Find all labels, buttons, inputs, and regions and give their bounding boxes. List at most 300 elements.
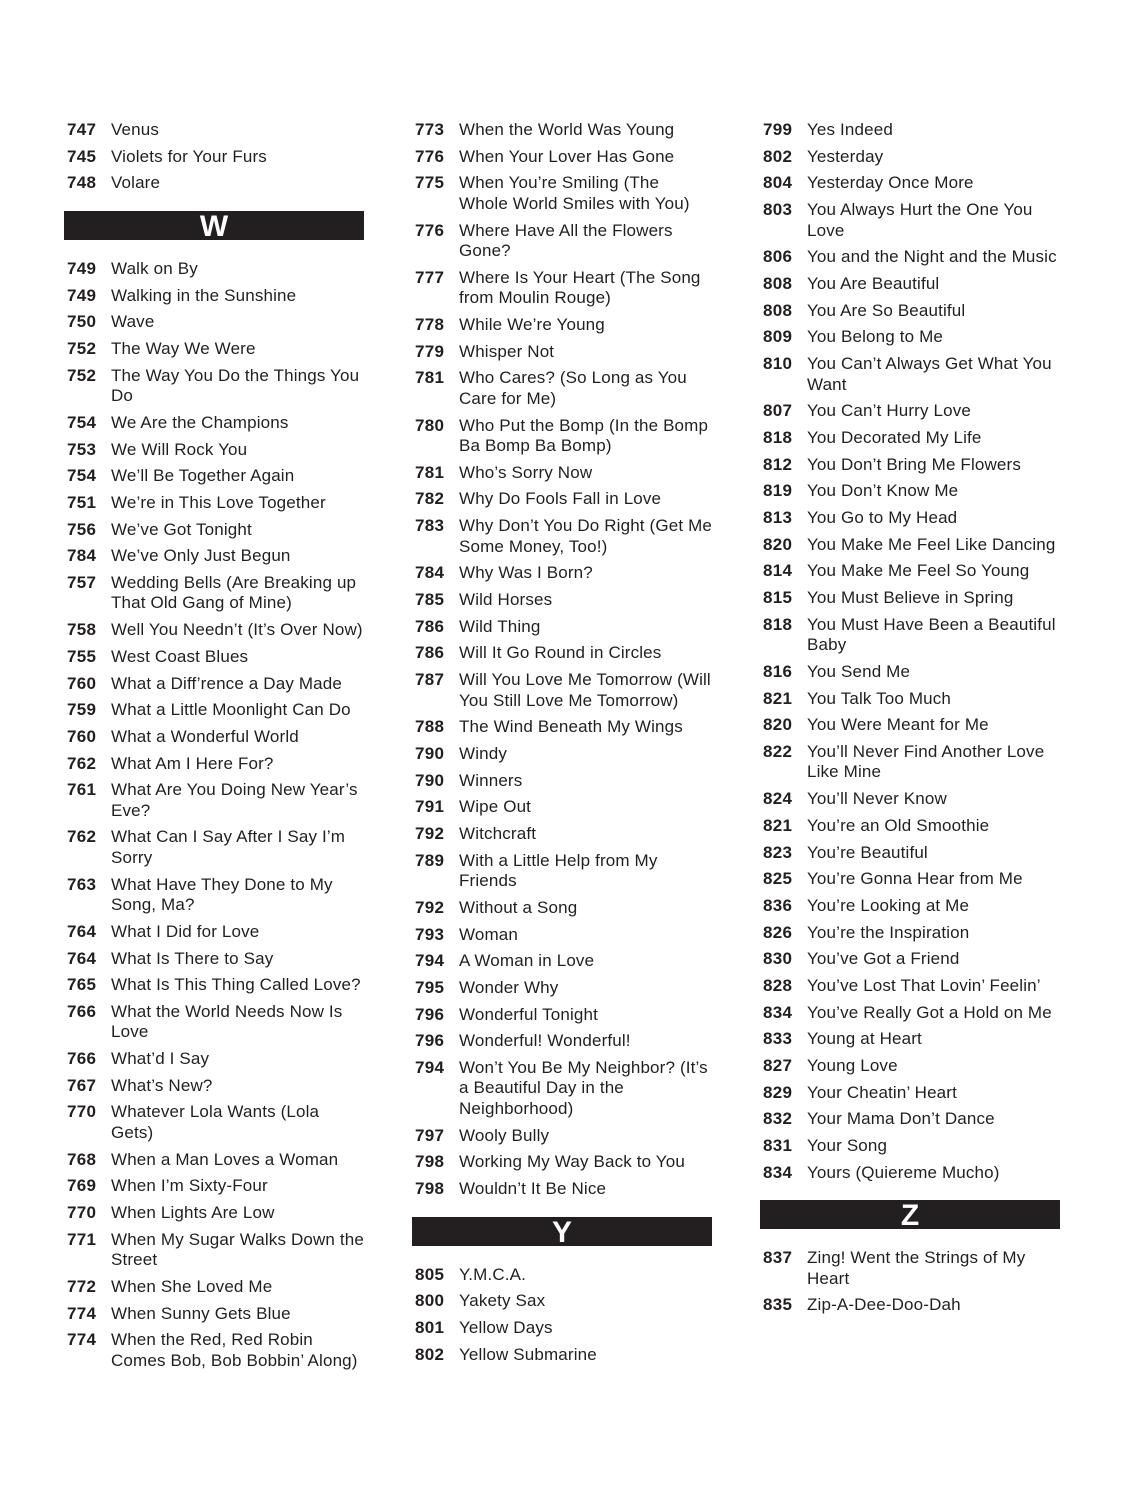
page-number: 799	[763, 120, 793, 139]
song-title: When You’re Smiling (The Whole World Smiles with You)	[459, 173, 690, 213]
index-entry	[760, 1163, 1060, 1184]
song-title: West Coast Blues	[111, 646, 249, 666]
index-entry	[64, 1102, 364, 1143]
song-title: We’re in This Love Together	[111, 492, 326, 512]
song-title: You Are So Beautiful	[807, 300, 966, 320]
index-entry	[64, 700, 364, 721]
song-title: What’d I Say	[111, 1049, 210, 1069]
index-entry	[412, 617, 712, 638]
index-entry	[64, 827, 364, 868]
song-title: Zip-A-Dee-Doo-Dah	[807, 1295, 961, 1315]
song-title: When a Man Loves a Woman	[111, 1149, 339, 1169]
page-number: 837	[763, 1248, 793, 1268]
index-entry	[412, 221, 712, 262]
index-entry	[412, 516, 712, 557]
song-title: You Talk Too Much	[807, 688, 952, 708]
page-number: 762	[67, 827, 97, 847]
index-entry	[760, 354, 1060, 395]
index-entry	[64, 674, 364, 695]
index-entry	[64, 466, 364, 487]
page-number: 768	[67, 1149, 97, 1169]
index-entry	[64, 620, 364, 641]
index-entry	[64, 573, 364, 614]
page-number: 762	[67, 753, 97, 773]
page-number: 757	[67, 572, 97, 592]
song-title: Yellow Days	[459, 1317, 553, 1337]
page-number: 810	[763, 354, 793, 373]
index-entry	[64, 1049, 364, 1070]
index-column-2	[412, 120, 712, 1371]
song-title: Your Mama Don’t Dance	[807, 1109, 995, 1129]
song-title: What Am I Here For?	[111, 753, 274, 773]
song-title: You Don’t Know Me	[807, 481, 959, 501]
song-title: What Is This Thing Called Love?	[111, 975, 361, 995]
song-title: We’ve Got Tonight	[111, 519, 252, 539]
page-number: 784	[415, 563, 445, 583]
song-title: When the Red, Red Robin Comes Bob, Bob Bobbin’ Along)	[111, 1330, 358, 1370]
page-number: 834	[763, 1002, 793, 1022]
index-entry	[760, 1003, 1060, 1024]
song-title: What Have They Done to My Song, Ma?	[111, 874, 333, 915]
page-number: 786	[415, 643, 445, 663]
page-number: 826	[763, 922, 793, 942]
page-number: 825	[763, 869, 793, 889]
index-entry	[64, 1176, 364, 1197]
page-number: 807	[763, 401, 793, 421]
song-title: Wild Horses	[459, 589, 553, 609]
index-entry	[64, 120, 364, 141]
index-column-1	[64, 120, 364, 1377]
song-title: Windy	[459, 743, 507, 763]
song-title: Wave	[111, 312, 155, 332]
song-title: You Must Have Been a Beautiful Baby	[807, 614, 1056, 655]
song-title: Wouldn’t It Be Nice	[459, 1179, 607, 1198]
index-entry	[760, 949, 1060, 970]
song-title: You Were Meant for Me	[807, 715, 989, 735]
index-entry	[64, 413, 364, 434]
index-entry	[412, 851, 712, 892]
page-number: 754	[67, 412, 97, 432]
index-entry	[760, 1248, 1060, 1289]
index-entry	[760, 247, 1060, 268]
page-number: 809	[763, 327, 793, 347]
song-title: Violets for Your Furs	[111, 146, 267, 166]
page-number: 819	[763, 481, 793, 501]
page-number: 822	[763, 741, 793, 761]
song-title: Well You Needn’t (It’s Over Now)	[111, 620, 363, 640]
index-entry	[760, 1295, 1060, 1316]
page-number: 793	[415, 924, 445, 944]
page-number: 802	[763, 146, 793, 166]
song-title: Whatever Lola Wants (Lola Gets)	[111, 1102, 320, 1142]
song-title: A Woman in Love	[459, 951, 595, 971]
song-title: You Make Me Feel Like Dancing	[807, 534, 1056, 554]
page-number: 749	[67, 285, 97, 305]
page-number: 802	[415, 1344, 445, 1364]
page-number: 827	[763, 1056, 793, 1075]
page-number: 813	[763, 507, 793, 527]
song-title: Why Was I Born?	[459, 563, 593, 583]
index-entry	[760, 1056, 1060, 1077]
song-title: Working My Way Back to You	[459, 1152, 685, 1172]
song-title: What’s New?	[111, 1075, 213, 1095]
page-number: 836	[763, 895, 793, 915]
song-title: Yakety Sax	[459, 1291, 546, 1311]
page-number: 751	[67, 492, 97, 512]
song-title: You’ll Never Know	[807, 789, 947, 809]
song-title: Young at Heart	[807, 1029, 922, 1049]
index-entry	[412, 489, 712, 510]
song-title: Y.M.C.A.	[459, 1264, 527, 1284]
page-number: 764	[67, 921, 97, 941]
song-title: We Will Rock You	[111, 439, 248, 459]
page-number: 820	[763, 715, 793, 735]
song-title: Venus	[111, 120, 160, 139]
song-title: When Sunny Gets Blue	[111, 1303, 291, 1323]
index-entry	[412, 1291, 712, 1312]
page-number: 808	[763, 300, 793, 320]
page-number: 784	[67, 546, 97, 566]
index-entry	[760, 896, 1060, 917]
page-number: 800	[415, 1291, 445, 1311]
index-entry	[412, 463, 712, 484]
song-title: What the World Needs Now Is Love	[111, 1001, 343, 1042]
index-entry	[760, 200, 1060, 241]
index-entry	[64, 520, 364, 541]
index-entry	[412, 368, 712, 409]
song-title: Yellow Submarine	[459, 1344, 597, 1364]
song-title: You Must Believe in Spring	[807, 588, 1014, 607]
page-number: 758	[67, 620, 97, 640]
page-number: 804	[763, 173, 793, 193]
index-entry	[412, 643, 712, 664]
page-number: 754	[67, 466, 97, 486]
index-entry	[760, 789, 1060, 810]
page-number: 776	[415, 220, 445, 240]
page-number: 814	[763, 561, 793, 581]
song-title: Wonderful! Wonderful!	[459, 1031, 631, 1051]
index-entry	[64, 1203, 364, 1224]
index-entry	[64, 1002, 364, 1043]
page-number: 795	[415, 977, 445, 997]
song-title: What Can I Say After I Say I’m Sorry	[111, 827, 346, 867]
page-number: 794	[415, 951, 445, 971]
song-title: Will You Love Me Tomorrow (Will You Still Love Me Tomorrow)	[459, 670, 711, 710]
index-entry	[412, 120, 712, 141]
page-number: 816	[763, 661, 793, 681]
song-title: Wild Thing	[459, 616, 541, 636]
page-number: 771	[67, 1229, 97, 1249]
index-entry	[64, 949, 364, 970]
song-title: We’ve Only Just Begun	[111, 546, 291, 566]
song-title: Why Do Fools Fall in Love	[459, 489, 662, 509]
index-entry	[760, 615, 1060, 656]
page-number: 763	[67, 874, 97, 894]
page-number: 769	[67, 1176, 97, 1196]
index-entry	[760, 816, 1060, 837]
index-entry	[760, 1109, 1060, 1130]
index-entry	[412, 173, 712, 214]
index-entry	[412, 951, 712, 972]
index-entry	[760, 301, 1060, 322]
page-number: 821	[763, 688, 793, 708]
index-entry	[64, 1277, 364, 1298]
index-entry	[760, 508, 1060, 529]
index-entry	[760, 120, 1060, 141]
page-number: 777	[415, 267, 445, 287]
song-title: You Make Me Feel So Young	[807, 561, 1030, 581]
page-number: 752	[67, 338, 97, 358]
page-number: 747	[67, 120, 97, 139]
section-header: W	[64, 211, 364, 240]
index-entry	[760, 455, 1060, 476]
index-entry	[760, 173, 1060, 194]
page-number: 794	[415, 1057, 445, 1077]
index-entry	[760, 401, 1060, 422]
index-entry	[412, 1265, 712, 1286]
song-title: Walking in the Sunshine	[111, 285, 297, 305]
song-title: When Lights Are Low	[111, 1203, 275, 1222]
page-number: 750	[67, 312, 97, 332]
page-number: 818	[763, 427, 793, 447]
index-entry	[760, 561, 1060, 582]
song-title: Whisper Not	[459, 341, 555, 361]
song-title: Your Song	[807, 1136, 888, 1156]
song-title: You Decorated My Life	[807, 427, 982, 447]
index-entry	[412, 147, 712, 168]
index-entry	[760, 976, 1060, 997]
index-entry	[64, 493, 364, 514]
page-number: 832	[763, 1109, 793, 1129]
page-number: 776	[415, 146, 445, 166]
page-number: 745	[67, 146, 97, 166]
page-number: 803	[763, 200, 793, 220]
page-number: 834	[763, 1162, 793, 1182]
song-title: Wedding Bells (Are Breaking up That Old Gang of Mine)	[111, 572, 357, 613]
song-title: Zing! Went the Strings of My Heart	[807, 1248, 1026, 1288]
page-number: 824	[763, 789, 793, 809]
index-entry	[64, 1076, 364, 1097]
song-title: What I Did for Love	[111, 921, 260, 941]
song-title: Volare	[111, 173, 161, 193]
index-entry	[760, 715, 1060, 736]
page-number: 821	[763, 815, 793, 835]
song-title: While We’re Young	[459, 314, 605, 334]
page-number: 774	[67, 1330, 97, 1350]
page-number: 755	[67, 646, 97, 666]
index-column-3	[760, 120, 1060, 1322]
page-number: 774	[67, 1303, 97, 1323]
song-title: Wonderful Tonight	[459, 1004, 598, 1024]
page-number: 770	[67, 1203, 97, 1222]
index-entry	[760, 1083, 1060, 1104]
song-title: You’re Looking at Me	[807, 895, 970, 915]
song-title: Where Have All the Flowers Gone?	[459, 220, 673, 261]
index-entry	[64, 922, 364, 943]
song-title: Without a Song	[459, 897, 578, 917]
index-entry	[412, 315, 712, 336]
index-entry	[760, 923, 1060, 944]
index-entry	[64, 1330, 364, 1371]
index-entry	[412, 744, 712, 765]
song-title: When She Loved Me	[111, 1276, 273, 1296]
song-title: What a Wonderful World	[111, 726, 299, 746]
index-entry	[760, 662, 1060, 683]
index-entry	[64, 975, 364, 996]
song-title: What a Diff’rence a Day Made	[111, 673, 342, 693]
page-number: 789	[415, 850, 445, 870]
page-number: 798	[415, 1179, 445, 1198]
page-number: 780	[415, 415, 445, 435]
song-title: You Can’t Always Get What You Want	[807, 354, 1052, 394]
index-entry	[64, 440, 364, 461]
song-title: You’re Beautiful	[807, 842, 928, 862]
index-entry	[64, 1230, 364, 1271]
page-number: 778	[415, 314, 445, 334]
song-title: Young Love	[807, 1056, 898, 1075]
index-entry	[760, 869, 1060, 890]
page-number: 756	[67, 519, 97, 539]
index-entry	[412, 416, 712, 457]
index-entry	[412, 978, 712, 999]
page-number: 831	[763, 1136, 793, 1156]
song-title: Won’t You Be My Neighbor? (It’s a Beautiful Day in the Neighborhood)	[459, 1057, 708, 1118]
page-number: 782	[415, 489, 445, 509]
page-number: 791	[415, 797, 445, 817]
page-number: 801	[415, 1317, 445, 1337]
page-number: 781	[415, 368, 445, 388]
page-number: 796	[415, 1004, 445, 1024]
index-entry	[64, 546, 364, 567]
index-entry	[412, 824, 712, 845]
index-entry	[64, 366, 364, 407]
song-title: Winners	[459, 770, 523, 790]
song-title: You Go to My Head	[807, 507, 958, 527]
song-title: Witchcraft	[459, 823, 537, 843]
page-number: 785	[415, 589, 445, 609]
index-entry	[412, 771, 712, 792]
index-entry	[412, 268, 712, 309]
index-entry	[64, 727, 364, 748]
song-title: You’ve Got a Friend	[807, 949, 960, 969]
song-title: Why Don’t You Do Right (Get Me Some Money, Too!)	[459, 516, 713, 556]
index-entry	[412, 670, 712, 711]
song-title: When the World Was Young	[459, 120, 675, 139]
page-number: 790	[415, 770, 445, 790]
song-title: Yours (Quiereme Mucho)	[807, 1162, 1000, 1182]
song-title: What Are You Doing New Year’s Eve?	[111, 780, 358, 820]
page-number: 753	[67, 439, 97, 459]
song-title: Will It Go Round in Circles	[459, 643, 662, 663]
page-number: 790	[415, 743, 445, 763]
song-title: You Don’t Bring Me Flowers	[807, 454, 1021, 474]
page-number: 815	[763, 588, 793, 607]
song-title: You Can’t Hurry Love	[807, 401, 971, 421]
song-title: You Always Hurt the One You Love	[807, 200, 1033, 240]
page-number: 752	[67, 365, 97, 385]
index-entry	[412, 1345, 712, 1366]
page-number: 766	[67, 1049, 97, 1069]
index-entry	[64, 1150, 364, 1171]
song-title: Wonder Why	[459, 977, 559, 997]
index-entry	[64, 875, 364, 916]
song-title: Your Cheatin’ Heart	[807, 1082, 957, 1102]
index-entry	[412, 563, 712, 584]
song-title: You and the Night and the Music	[807, 247, 1057, 267]
index-entry	[412, 1318, 712, 1339]
page-number: 775	[415, 173, 445, 193]
page-number: 828	[763, 975, 793, 995]
page-number: 770	[67, 1102, 97, 1122]
song-title: Wooly Bully	[459, 1125, 550, 1145]
page-number: 766	[67, 1001, 97, 1021]
page-number: 792	[415, 823, 445, 843]
index-entry	[760, 428, 1060, 449]
index-entry	[760, 535, 1060, 556]
page-number: 806	[763, 247, 793, 267]
page-number: 765	[67, 975, 97, 995]
song-title: You’ve Really Got a Hold on Me	[807, 1002, 1052, 1022]
song-title: You’re an Old Smoothie	[807, 815, 990, 835]
page-number: 772	[67, 1276, 97, 1296]
song-title: What Is There to Say	[111, 948, 274, 968]
song-title: With a Little Help from My Friends	[459, 850, 658, 891]
section-header: Y	[412, 1217, 712, 1246]
index-entry	[760, 1136, 1060, 1157]
page-number: 760	[67, 726, 97, 746]
song-title: We Are the Champions	[111, 412, 289, 432]
song-title: Woman	[459, 924, 519, 944]
index-entry	[64, 647, 364, 668]
index-entry	[64, 780, 364, 821]
index-entry	[64, 147, 364, 168]
song-title: We’ll Be Together Again	[111, 466, 295, 486]
song-title: You Send Me	[807, 661, 911, 681]
index-entry	[64, 1304, 364, 1325]
page-number: 773	[415, 120, 445, 139]
section-header: Z	[760, 1200, 1060, 1229]
index-entry	[412, 1126, 712, 1147]
song-title: You Belong to Me	[807, 327, 943, 347]
index-entry	[760, 327, 1060, 348]
page-number: 798	[415, 1152, 445, 1172]
index-entry	[64, 259, 364, 280]
index-entry	[760, 1029, 1060, 1050]
index-entry	[64, 286, 364, 307]
song-title: Wipe Out	[459, 797, 532, 817]
index-entry	[412, 590, 712, 611]
index-entry	[412, 1005, 712, 1026]
index-entry	[412, 342, 712, 363]
page-number: 783	[415, 516, 445, 536]
index-entry	[412, 1031, 712, 1052]
index-entry	[760, 843, 1060, 864]
song-title: When My Sugar Walks Down the Street	[111, 1229, 364, 1270]
page-number: 760	[67, 673, 97, 693]
page-number: 779	[415, 341, 445, 361]
index-entry	[412, 925, 712, 946]
index-entry	[64, 312, 364, 333]
index-entry	[412, 1152, 712, 1173]
page-number: 749	[67, 258, 97, 278]
index-entry	[412, 898, 712, 919]
page-number: 792	[415, 897, 445, 917]
song-title: When I’m Sixty-Four	[111, 1176, 268, 1196]
page-number: 759	[67, 700, 97, 720]
index-entry	[412, 797, 712, 818]
page-number: 829	[763, 1082, 793, 1102]
index-entry	[760, 274, 1060, 295]
